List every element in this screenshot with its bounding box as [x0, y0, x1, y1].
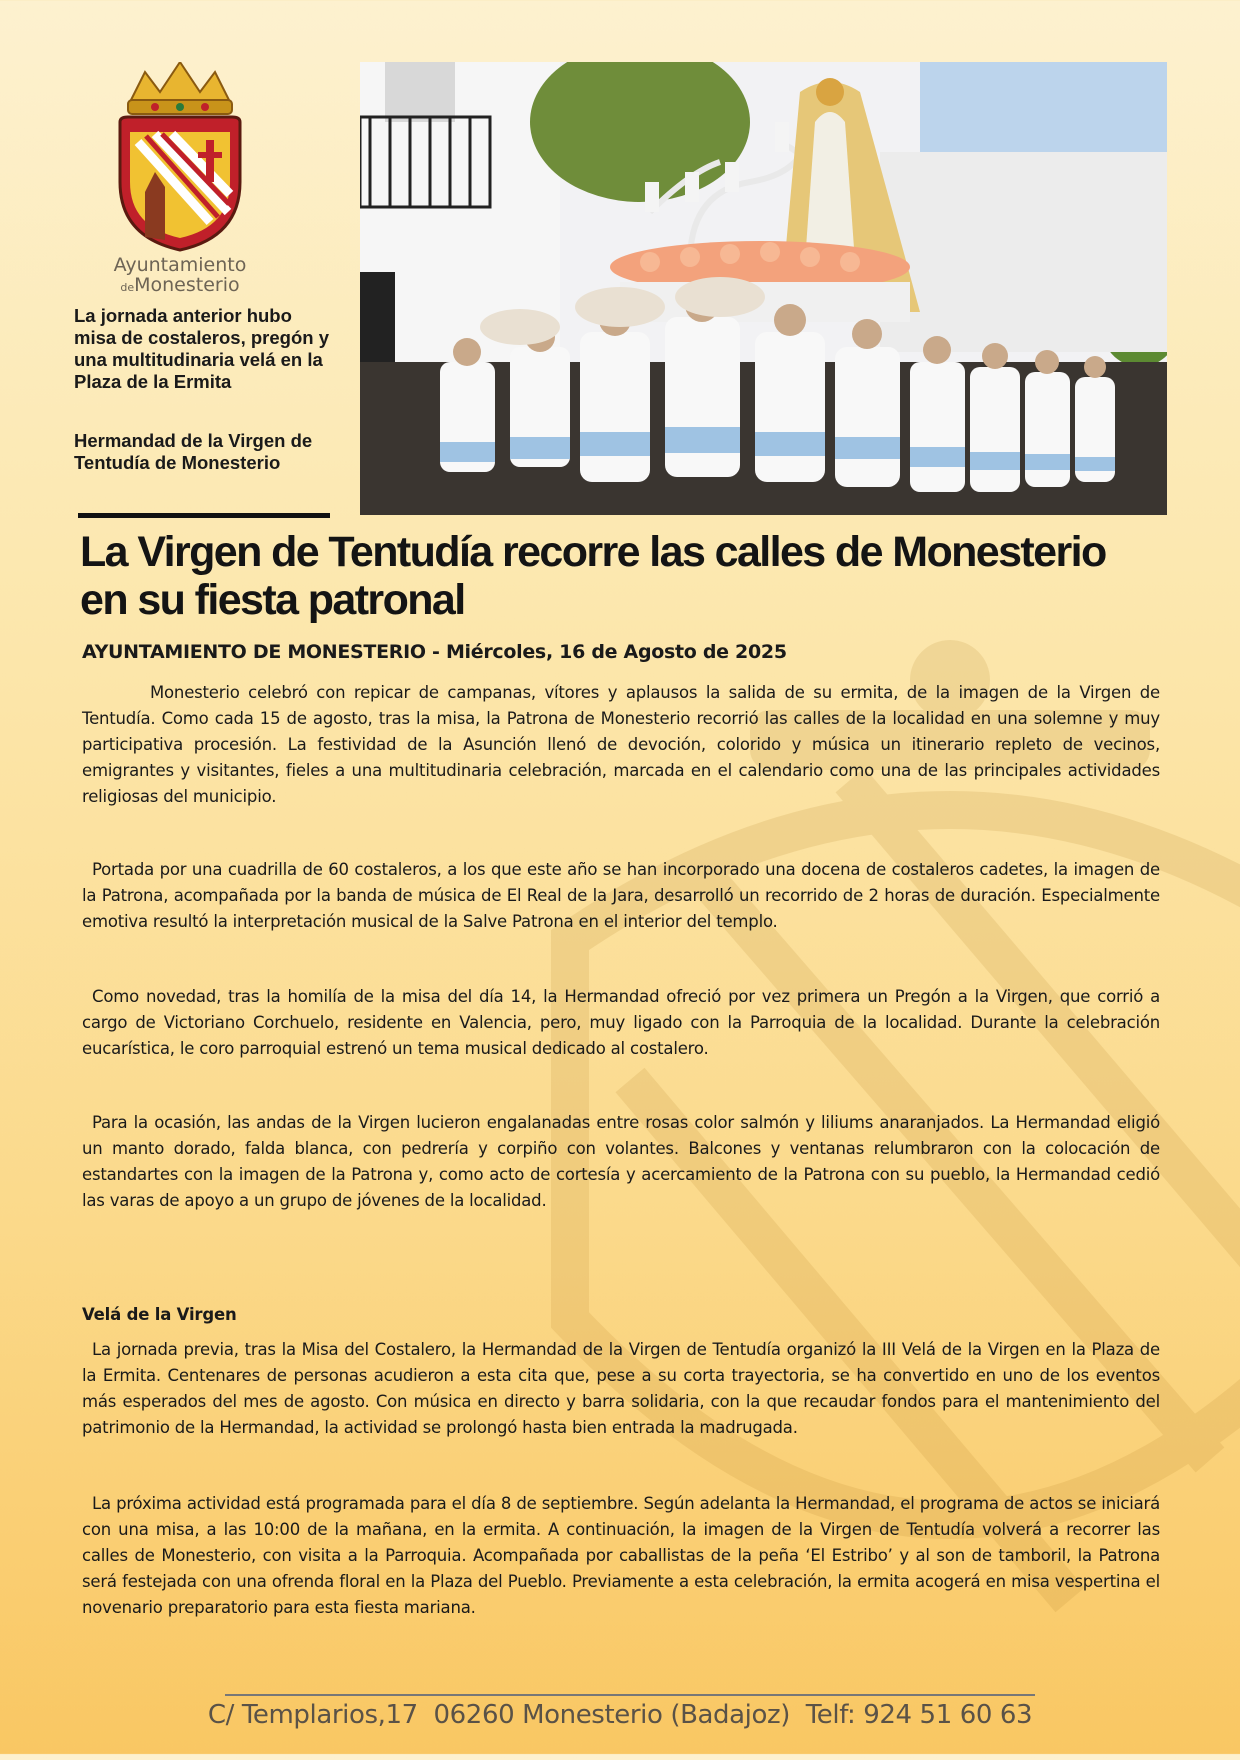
paragraph: Como novedad, tras la homilía de la misa del día 14, la Hermandad ofreció por vez primera un Pregón a la Virgen, que corrió a cargo de Victoriano Corchuelo, residente en Valencia, pero, muy ligado con la Parroquia de la localidad. Durante la celebración eucarística, le coro parroquial estrenó un tema musical dedicado al costalero.: [82, 987, 1160, 1058]
coat-of-arms-icon: [110, 62, 250, 252]
subheadline-1: La jornada anterior hubo misa de costaleros, pregón y una multitudinaria velá en la Plaza de la Ermita: [74, 305, 329, 392]
paragraph: La jornada previa, tras la Misa del Costalero, la Hermandad de la Virgen de Tentudía organizó la III Velá de la Virgen en la Plaza de la Ermita. Centenares de personas acudieron a esta cita que, pese a su corta trayectoria, se ha convertido en uno de los eventos más esperados del mes de agosto. Con música en directo y barra solidaria, con la que recaudar fondos para el mantenimiento del patrimonio de la Hermandad, la actividad se prolongó hasta bien entrada la madrugada.: [82, 1340, 1160, 1437]
paragraph: La próxima actividad está programada para el día 8 de septiembre. Según adelanta la Hermandad, el programa de actos se iniciará con una misa, a las 10:00 de la mañana, en la ermita. A continuación, la imagen de la Virgen de Tentudía volverá a recorrer las calles de Monesterio, con visita a la Parroquia. Acompañada por caballistas de la peña ‘El Estribo’ y al son de tamboril, la Patrona será festejada con una ofrenda floral en la Plaza del Pueblo. Previamente a esta celebración, la ermita acogerá en misa vespertina el novenario preparatorio para esta fiesta mariana.: [82, 1494, 1160, 1617]
procession-photo: [360, 62, 1167, 515]
paragraph: Para la ocasión, las andas de la Virgen lucieron engalanadas entre rosas color salmón y liliums anaranjados. La Hermandad eligió un manto dorado, falda blanca, con pedrería y corpiño con volantes. Balcones y ventanas relumbraron con la colocación de estandartes con la imagen de la Patrona y, como acto de cortesía y acercamiento de la Patrona con su pueblo, la Hermandad cedió las varas de apoyo a un grupo de jóvenes de la localidad.: [82, 1113, 1160, 1210]
logo-line-1: Ayuntamiento: [113, 254, 247, 276]
paragraph: Monesterio celebró con repicar de campanas, vítores y aplausos la salida de su ermita, de la imagen de la Virgen de Tentudía. Como cada 15 de agosto, tras la misa, la Patrona de Monesterio recorrió las calles de la localidad en una solemne y muy participativa procesión. La festividad de la Asunción llenó de devoción, colorido y música un itinerario repleto de vecinos, emigrantes y visitantes, fieles a una multitudinaria celebración, marcada en el calendario como una de las principales actividades religiosas del municipio.: [82, 683, 1160, 806]
ayuntamiento-logo: [100, 62, 260, 296]
paragraph: Portada por una cuadrilla de 60 costaleros, a los que este año se han incorporado una docena de costaleros cadetes, la imagen de la Patrona, acompañada por la banda de música de El Real de la Jara, desarrolló un recorrido de 2 horas de duración. Especialmente emotiva resultó la interpretación musical de la Salve Patrona en el interior del templo.: [82, 860, 1160, 931]
byline: AYUNTAMIENTO DE MONESTERIO - Miércoles, 16 de Agosto de 2025: [82, 641, 787, 663]
footer-address: C/ Templarios,17 06260 Monesterio (Badajoz) Telf: 924 51 60 63: [207, 1700, 1033, 1730]
footer-divider: [225, 1694, 1035, 1696]
logo-line-2: [100, 273, 260, 296]
subheadline-2: Hermandad de la Virgen de Tentudía de Monesterio: [74, 430, 313, 473]
section-divider: [78, 513, 330, 518]
logo-wordmark: [100, 256, 260, 296]
headline: La Virgen de Tentudía recorre las calles de Monesterio en su fiesta patronal: [80, 528, 1106, 624]
logo-line-2-text: Monesterio: [134, 273, 240, 296]
procession-image-icon: [360, 62, 1167, 515]
section-heading: Velá de la Virgen: [82, 1305, 237, 1324]
logo-line-2-prefix: de: [120, 280, 135, 294]
